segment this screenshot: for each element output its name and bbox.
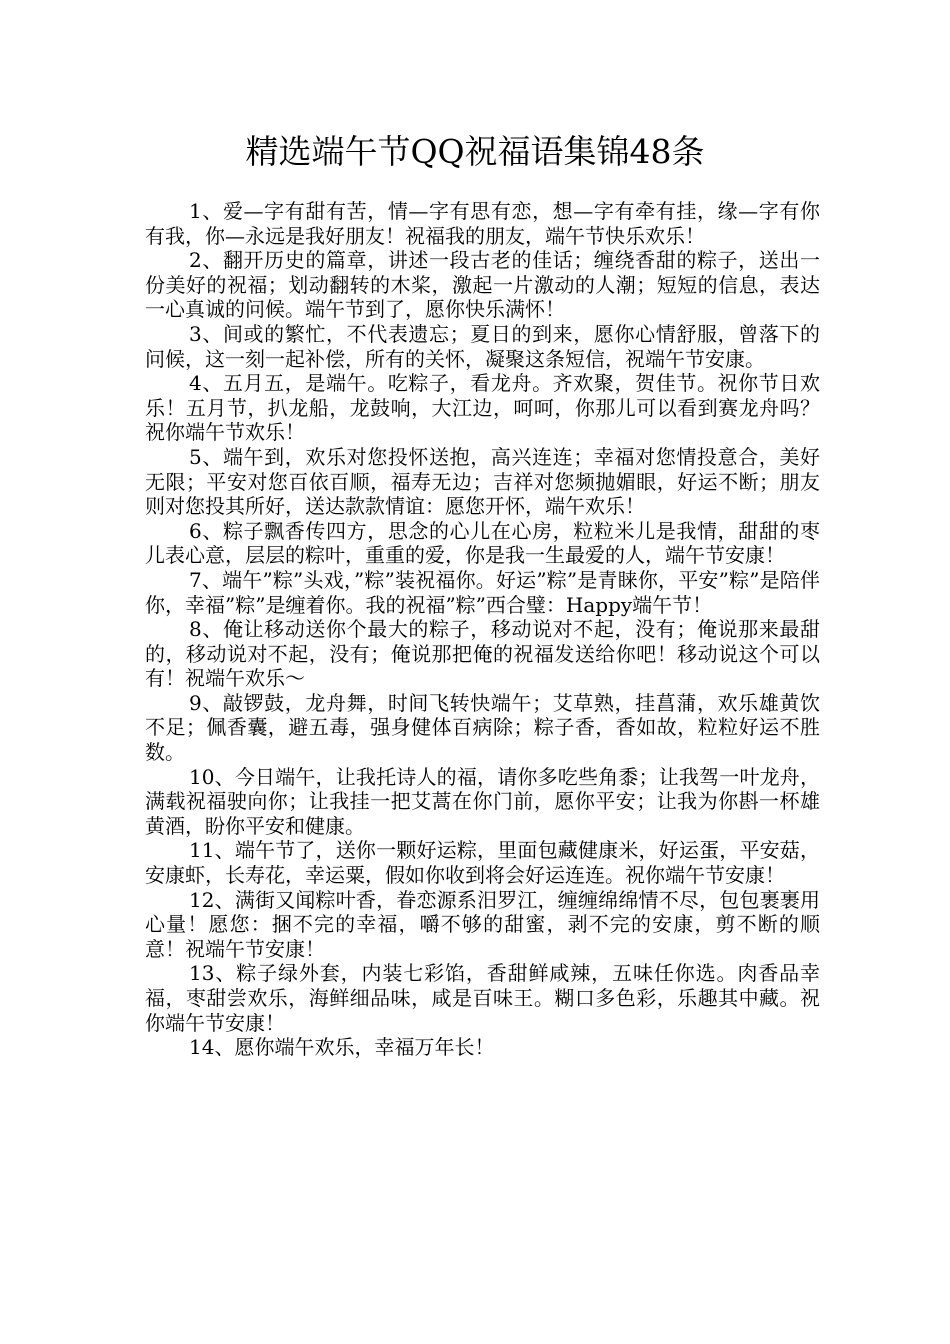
- paragraph-14: 14、愿你端午欢乐，幸福万年长！: [189, 1035, 495, 1060]
- paragraph-7: 7、端午”粽”头戏，”粽”装祝福你。好运”粽”是青睐你，平安”粽”是陪伴你，幸福”粽”是缠着你。我的祝福”粽”西合璧：Happy端午节！: [145, 567, 820, 617]
- paragraph-12: 12、满街又闻粽叶香，眷恋源系汨罗江，缠缠绵绵情不尽，包包裹裹用心量！愿您：捆不完的幸福，嚼不够的甜蜜，剥不完的安康，剪不断的顺意！祝端午节安康！: [145, 887, 820, 961]
- paragraph-2: 2、翻开历史的篇章，讲述一段古老的佳话；缠绕香甜的粽子，送出一份美好的祝福；划动翻转的木桨，激起一片激动的人潮；短短的信息，表达一心真诚的问候。端午节到了，愿你快乐满怀！: [145, 248, 820, 322]
- paragraph-3: 3、间或的繁忙，不代表遗忘；夏日的到来，愿你心情舒服，曾落下的问候，这一刻一起补偿，所有的关怀，凝聚这条短信，祝端午节安康。: [145, 321, 820, 371]
- paragraph-6: 6、粽子飘香传四方，思念的心儿在心房，粒粒米儿是我情，甜甜的枣儿表心意，层层的粽叶，重重的爱，你是我一生最爱的人，端午节安康！: [145, 518, 820, 568]
- paragraph-13: 13、粽子绿外套，内装七彩馅，香甜鲜咸辣，五味任你选。肉香品幸福，枣甜尝欢乐，海鲜细品味，咸是百味王。糊口多色彩，乐趣其中藏。祝你端午节安康！: [145, 961, 820, 1035]
- paragraph-9: 9、敲锣鼓，龙舟舞，时间飞转快端午；艾草熟，挂菖蒲，欢乐雄黄饮不足；佩香囊，避五毒，强身健体百病除；粽子香，香如故，粒粒好运不胜数。: [145, 690, 820, 765]
- paragraph-11: 11、端午节了，送你一颗好运粽，里面包藏健康米，好运蛋，平安菇，安康虾，长寿花，幸运粟，假如你收到将会好运连连。祝你端午节安康！: [145, 838, 820, 888]
- paragraph-4: 4、五月五，是端午。吃粽子，看龙舟。齐欢聚，贺佳节。祝你节日欢乐！五月节，扒龙船，龙鼓响，大江边，呵呵，你那儿可以看到赛龙舟吗？祝你端午节欢乐！: [145, 371, 820, 445]
- paragraph-10: 10、今日端午，让我托诗人的福，请你多吃些角黍；让我驾一叶龙舟，满载祝福驶向你；让我挂一把艾蒿在你门前，愿你平安；让我为你斟一杯雄黄酒，盼你平安和健康。: [145, 764, 820, 838]
- paragraph-8: 8、俺让移动送你个最大的粽子，移动说对不起，没有；俺说那来最甜的，移动说对不起，没有；俺说那把俺的祝福发送给你吧！移动说这个可以有！祝端午欢乐～: [145, 617, 820, 691]
- document-body: [145, 199, 820, 1060]
- document-title: 精选端午节QQ祝福语集锦48条: [245, 132, 705, 171]
- paragraph-1: 1、爱—字有甜有苦，情—字有思有恋，想—字有牵有挂，缘—字有你有我，你—永远是我好朋友！祝福我的朋友，端午节快乐欢乐！: [145, 199, 820, 248]
- paragraph-5: 5、端午到，欢乐对您投怀送抱，高兴连连；幸福对您情投意合，美好无限；平安对您百依百顺，福寿无边；吉祥对您频抛媚眼，好运不断；朋友则对您投其所好，送达款款情谊：愿您开怀，端午欢乐！: [145, 444, 820, 519]
